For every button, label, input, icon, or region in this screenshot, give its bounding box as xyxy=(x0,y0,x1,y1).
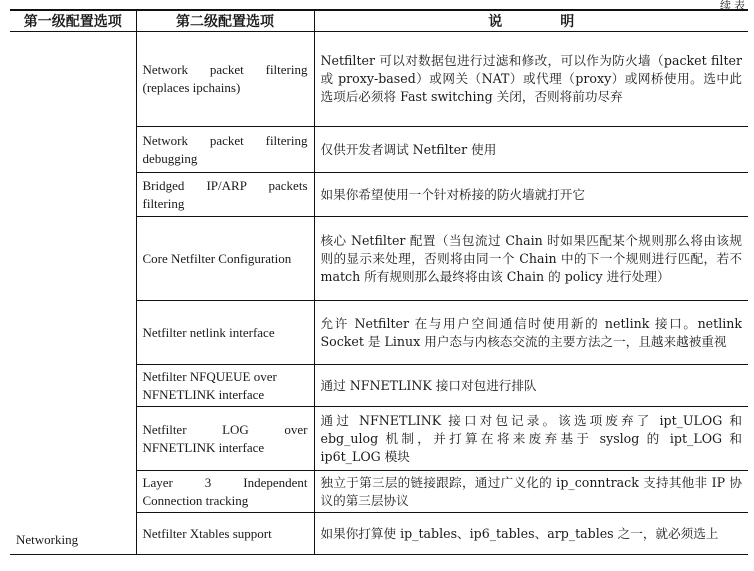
description-cell: 核心 Netfilter 配置（当包流过 Chain 时如果匹配某个规则那么将由该规则的显示来处理，否则将由同一个 Chain 中的下一个规则进行匹配，若不 match 所有规则那么最终将由该 Chain 的 policy 进行处理） xyxy=(314,217,748,301)
description-cell: 如果你打算使 ip_tables、ip6_tables、arp_tables 之一，就必须选上 xyxy=(314,513,748,555)
option-cell: Netfilter NFQUEUE over NFNETLINK interface xyxy=(136,365,314,407)
header-second-level: 第二级配置选项 xyxy=(136,10,314,32)
option-cell: Core Netfilter Configuration xyxy=(136,217,314,301)
option-cell: Netfilter netlink interface xyxy=(136,301,314,365)
option-cell: Netfilter LOG over NFNETLINK interface xyxy=(136,407,314,471)
description-cell: 独立于第三层的链接跟踪，通过广义化的 ip_conntrack 支持其他非 IP 协议的第三层协议 xyxy=(314,471,748,513)
option-cell: Network packet filtering (replaces ipchains) xyxy=(136,32,314,127)
description-cell: 仅供开发者调试 Netfilter 使用 xyxy=(314,127,748,173)
description-cell: 如果你希望使用一个针对桥接的防火墙就打开它 xyxy=(314,173,748,217)
first-level-cell: Networking xyxy=(10,32,136,555)
table-header-row xyxy=(10,10,748,32)
table-row xyxy=(10,32,748,127)
description-cell: Netfilter 可以对数据包进行过滤和修改，可以作为防火墙（packet filter 或 proxy-based）或网关（NAT）或代理（proxy）或网桥使用。选中此选项后必须将 Fast switching 关闭，否则将前功尽弃 xyxy=(314,32,748,127)
option-cell: Layer 3 Independent Connection tracking xyxy=(136,471,314,513)
continued-label: 续表 xyxy=(720,0,748,12)
description-cell: 通过 NFNETLINK 接口对包记录。该选项废弃了 ipt_ULOG 和 ebg_ulog 机制，并打算在将来废弃基于 syslog 的 ipt_LOG 和 ip6t_LOG 模块 xyxy=(314,407,748,471)
description-cell: 通过 NFNETLINK 接口对包进行排队 xyxy=(314,365,748,407)
description-cell: 允许 Netfilter 在与用户空间通信时使用新的 netlink 接口。netlink Socket 是 Linux 用户态与内核态交流的主要方法之一，且越来越被重视 xyxy=(314,301,748,365)
header-first-level: 第一级配置选项 xyxy=(10,10,136,32)
config-table xyxy=(10,9,748,555)
option-cell: Bridged IP/ARP packets filtering xyxy=(136,173,314,217)
option-cell: Netfilter Xtables support xyxy=(136,513,314,555)
header-description: 说 明 xyxy=(314,10,748,32)
option-cell: Network packet filtering debugging xyxy=(136,127,314,173)
